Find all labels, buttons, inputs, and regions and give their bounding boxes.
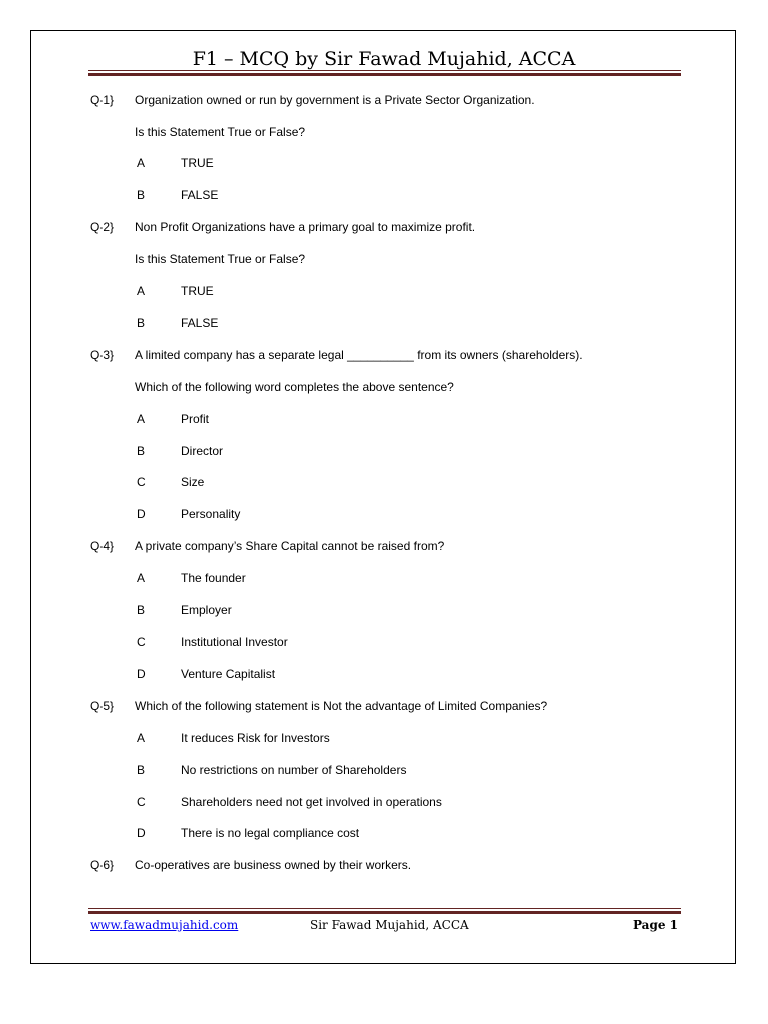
option-letter: B: [137, 188, 146, 202]
option-text: FALSE: [181, 188, 219, 202]
question-text: A limited company has a separate legal __________ from its owners (shareholders).: [135, 348, 583, 362]
option-letter: D: [137, 507, 146, 521]
option-letter: C: [137, 635, 146, 649]
option-letter: D: [137, 667, 146, 681]
question-text: Organization owned or run by government is a Private Sector Organization.: [135, 93, 535, 107]
option-text: Director: [181, 444, 224, 458]
footer-rule-thin: [88, 908, 681, 909]
option-text: Institutional Investor: [181, 635, 288, 649]
option-letter: A: [137, 284, 146, 298]
option-text: There is no legal compliance cost: [181, 826, 360, 840]
footer-rule-thick: [88, 911, 681, 914]
question-number: Q-6}: [90, 858, 115, 872]
option-text: FALSE: [181, 316, 219, 330]
option-letter: B: [137, 603, 146, 617]
option-text: No restrictions on number of Shareholders: [181, 763, 407, 777]
option-letter: A: [137, 571, 146, 585]
question-number: Q-3}: [90, 348, 115, 362]
question-text: Non Profit Organizations have a primary goal to maximize profit.: [135, 220, 476, 234]
footer-author: Sir Fawad Mujahid, ACCA: [310, 918, 469, 932]
page-number: Page 1: [632, 918, 678, 932]
option-text: Venture Capitalist: [181, 667, 276, 681]
option-text: Employer: [181, 603, 232, 617]
option-text: Shareholders need not get involved in operations: [181, 795, 442, 809]
question-text: Which of the following statement is Not the advantage of Limited Companies?: [135, 699, 548, 713]
option-letter: A: [137, 412, 146, 426]
question-number: Q-2}: [90, 220, 115, 234]
option-letter: B: [137, 763, 146, 777]
option-text: It reduces Risk for Investors: [181, 731, 330, 745]
option-letter: D: [137, 826, 146, 840]
question-number: Q-5}: [90, 699, 115, 713]
option-letter: B: [137, 444, 146, 458]
footer-website-link[interactable]: www.fawadmujahid.com: [90, 918, 239, 932]
option-text: Personality: [181, 507, 241, 521]
option-letter: C: [137, 795, 146, 809]
question-text: A private company’s Share Capital cannot be raised from?: [135, 539, 445, 553]
option-letter: C: [137, 475, 146, 489]
question-number: Q-4}: [90, 539, 115, 553]
option-text: TRUE: [181, 156, 214, 170]
option-letter: A: [137, 731, 146, 745]
question-prompt: Is this Statement True or False?: [135, 252, 306, 266]
question-prompt: Which of the following word completes the above sentence?: [135, 380, 454, 394]
option-letter: B: [137, 316, 146, 330]
option-text: Size: [181, 475, 205, 489]
question-prompt: Is this Statement True or False?: [135, 125, 306, 139]
page-title: F1 – MCQ by Sir Fawad Mujahid, ACCA: [192, 48, 576, 70]
option-text: TRUE: [181, 284, 214, 298]
option-text: The founder: [181, 571, 246, 585]
question-number: Q-1}: [90, 93, 115, 107]
question-text: Co-operatives are business owned by their workers.: [135, 858, 412, 872]
option-text: Profit: [181, 412, 210, 426]
option-letter: A: [137, 156, 146, 170]
